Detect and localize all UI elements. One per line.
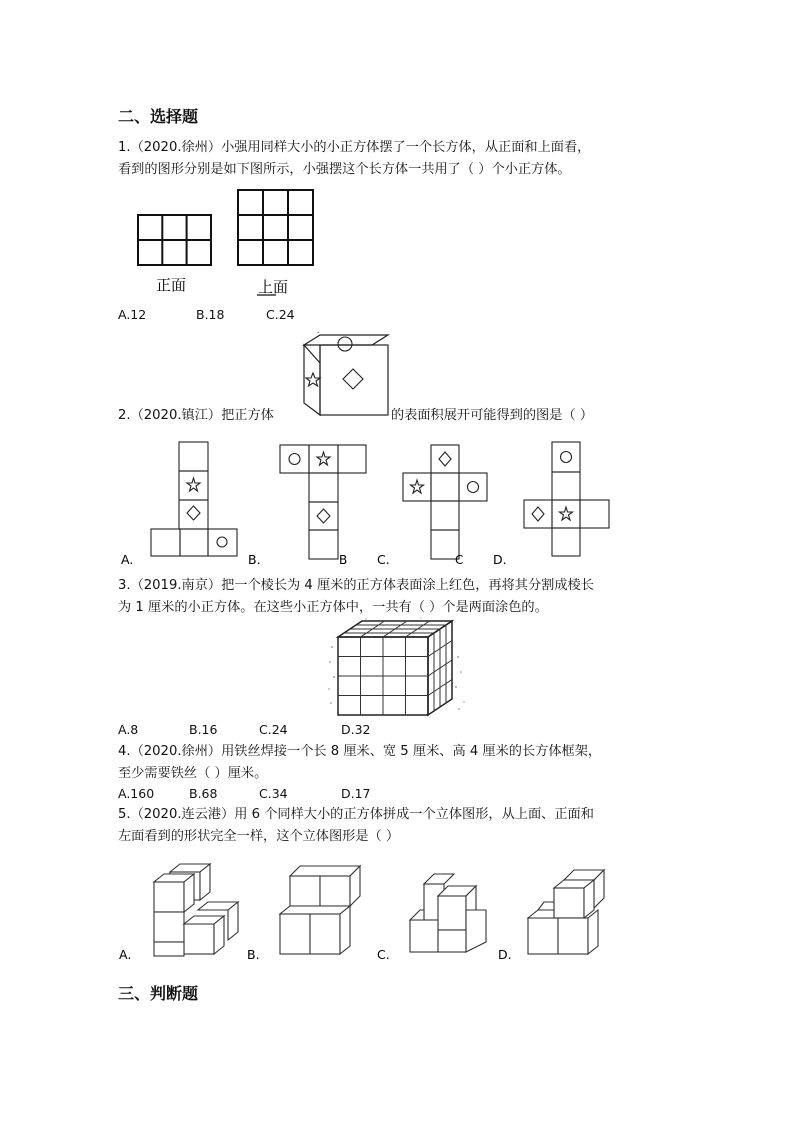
solid-d [528,870,604,954]
section-heading-judge: 三、判断题 [118,984,199,1003]
star-icon [560,507,573,520]
net-d [524,442,609,556]
question-4-line-1: 4.（2020.徐州）用铁丝焊接一个长 8 厘米、宽 5 厘米、高 4 厘米的长方体框架， [118,744,602,759]
question-4-line-2: 至少需要铁丝（ ）厘米。 [118,766,268,781]
front-view-label: 正面 [156,276,187,294]
circle-icon [561,452,572,463]
q2-stray-c: C [455,553,464,567]
star-icon [411,480,424,493]
front-view-grid [138,215,211,265]
circle-icon [468,482,479,493]
diamond-icon [317,509,330,523]
q5-solids-figure [118,862,618,967]
circle-icon [289,454,300,465]
q4-option-b: B.68 [189,786,218,801]
q1-option-c: C.24 [266,307,295,322]
q5-option-c: C. [377,947,390,962]
q3-option-a: A.8 [118,722,139,737]
q3-option-d: D.32 [341,722,371,737]
solid-b [280,866,360,954]
top-view-label: 上面 [258,278,289,296]
q2-option-b: B. [248,552,261,567]
question-3-line-2: 为 1 厘米的小正方体。在这些小正方体中，一共有（ ）个是两面涂色的。 [118,600,548,615]
q2-option-d: D. [493,552,507,567]
q4-option-d: D.17 [341,786,371,801]
diamond-icon [439,452,451,466]
q1-option-a: A.12 [118,307,147,322]
star-icon [187,478,200,491]
q1-views-figure [136,188,316,298]
star-icon [317,452,330,465]
q2-cube-figure [302,333,390,417]
question-5-line-1: 5.（2020.连云港）用 6 个同样大小的正方体拼成一个立体图形，从上面、正面和 [118,807,594,822]
question-1-line-1: 1.（2020.徐州）小强用同样大小的小正方体摆了一个长方体，从正面和上面看， [118,140,591,155]
q3-4x4-cube-figure [326,617,468,717]
top-view-grid [238,190,313,265]
question-2-suffix: 的表面积展开可能得到的图是（ ） [391,408,594,423]
q4-option-a: A.160 [118,786,155,801]
q3-option-c: C.24 [259,722,288,737]
question-5-line-2: 左面看到的形状完全一样，这个立体图形是（ ） [118,829,400,844]
q5-option-d: D. [498,947,512,962]
net-c [403,445,487,559]
q1-option-b: B.18 [196,307,225,322]
q4-option-c: C.34 [259,786,288,801]
q2-stray-b: B [339,553,348,567]
question-2-prefix: 2.（2020.镇江）把正方体 [118,408,274,423]
solid-a [154,864,238,956]
section-heading-choice: 二、选择题 [118,107,199,126]
q5-option-a: A. [119,947,132,962]
solid-c [410,874,486,952]
net-b [280,445,366,559]
question-3-line-1: 3.（2019.南京）把一个棱长为 4 厘米的正方体表面涂上红色，再将其分割成棱长 [118,578,594,593]
net-a [151,442,237,556]
q2-option-a: A. [121,552,134,567]
circle-icon [217,537,227,547]
q5-option-b: B. [247,947,260,962]
q2-option-c: C. [377,552,390,567]
diamond-icon [187,506,200,520]
question-1-line-2: 看到的图形分别是如下图所示，小强摆这个长方体一共用了（ ）个小正方体。 [118,162,571,177]
q3-option-b: B.16 [189,722,218,737]
q2-nets-figure [118,440,618,570]
diamond-icon [532,507,544,521]
